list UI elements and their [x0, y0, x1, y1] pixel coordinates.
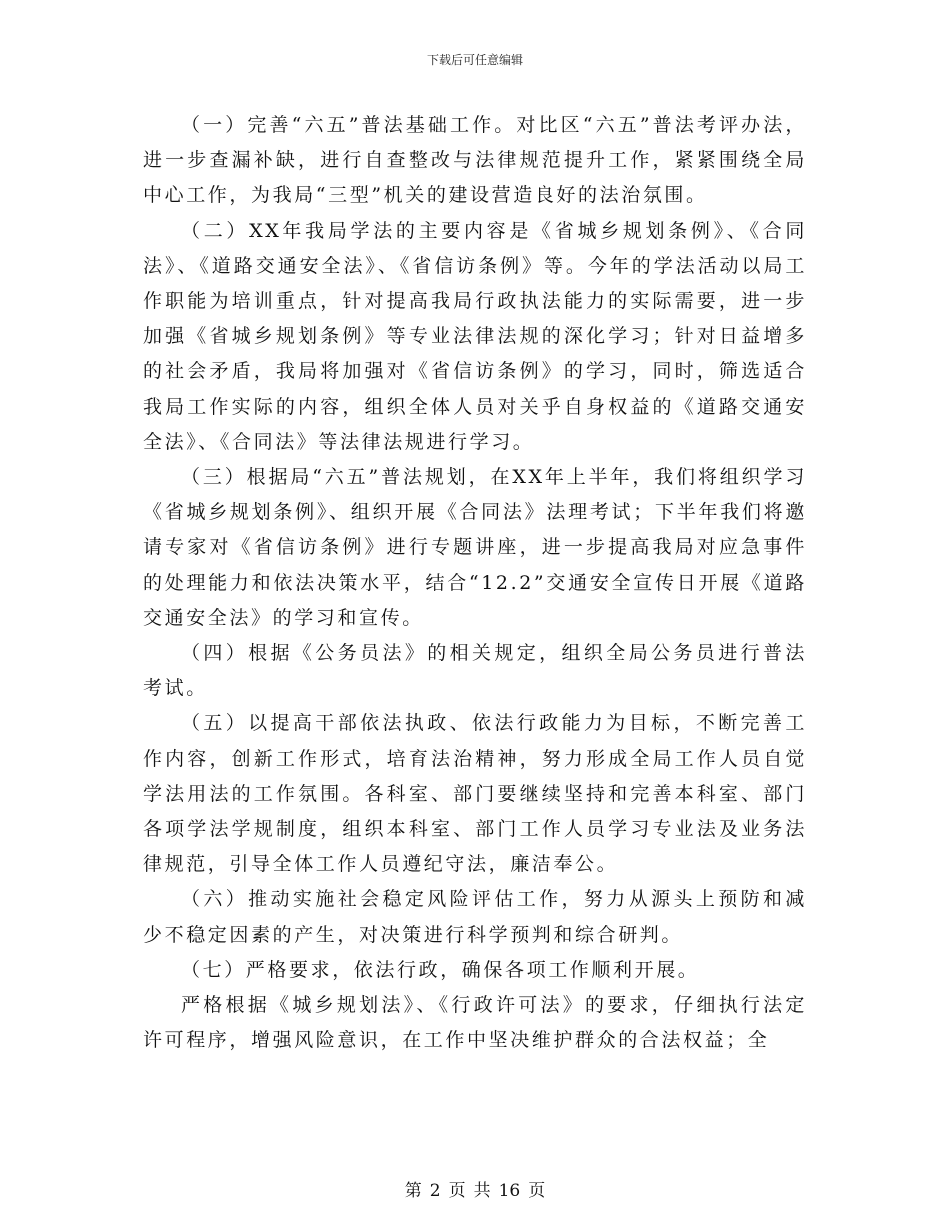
paragraph-4: （四）根据《公务员法》的相关规定，组织全局公务员进行普法考试。	[143, 642, 807, 700]
page-header: 下载后可任意编辑	[426, 53, 523, 67]
total-unit: 页	[528, 1181, 546, 1201]
paragraph-1: （一）完善“六五”普法基础工作。对比区“六五”普法考评办法，进一步查漏补缺，进行自查整改与法律规范提升工作，紧紧围绕全局中心工作，为我局“三型”机关的建设营造良好的法治氛围。	[143, 114, 807, 207]
paragraph-6: （六）推动实施社会稳定风险评估工作，努力从源头上预防和减少不稳定因素的产生，对决策进行科学预判和综合研判。	[143, 888, 807, 946]
page-unit: 页	[448, 1181, 466, 1201]
document-body	[143, 108, 807, 1058]
paragraph-8: 严格根据《城乡规划法》、《行政许可法》的要求，仔细执行法定许可程序，增强风险意识，在工作中坚决维护群众的合法权益；全	[143, 994, 807, 1052]
total-page-number: 16	[498, 1181, 521, 1201]
total-prefix: 共	[473, 1181, 491, 1201]
current-page-number: 2	[429, 1181, 441, 1201]
page-prefix: 第	[404, 1181, 422, 1201]
paragraph-2: （二）XX年我局学法的主要内容是《省城乡规划条例》、《合同法》、《道路交通安全法》、《省信访条例》等。今年的学法活动以局工作职能为培训重点，针对提高我局行政执法能力的实际需要，进一步加强《省城乡规划条例》等专业法律法规的深化学习；针对日益增多的社会矛盾，我局将加强对《省信访条例》的学习，同时，筛选适合我局工作实际的内容，组织全体人员对关乎自身权益的《道路交通安全法》、《合同法》等法律法规进行学习。	[143, 219, 807, 453]
paragraph-5: （五）以提高干部依法执政、依法行政能力为目标，不断完善工作内容，创新工作形式，培育法治精神，努力形成全局工作人员自觉学法用法的工作氛围。各科室、部门要继续坚持和完善本科室、部门各项学法学规制度，组织本科室、部门工作人员学习专业法及业务法律规范，引导全体工作人员遵纪守法，廉洁奉公。	[143, 712, 807, 876]
page-footer	[0, 1180, 950, 1202]
paragraph-3: （三）根据局“六五”普法规划，在XX年上半年，我们将组织学习《省城乡规划条例》、组织开展《合同法》法理考试；下半年我们将邀请专家对《省信访条例》进行专题讲座，进一步提高我局对应急事件的处理能力和依法决策水平，结合“12.2”交通安全宣传日开展《道路交通安全法》的学习和宣传。	[143, 466, 807, 629]
paragraph-7: （七）严格要求，依法行政，确保各项工作顺利开展。	[181, 958, 700, 981]
